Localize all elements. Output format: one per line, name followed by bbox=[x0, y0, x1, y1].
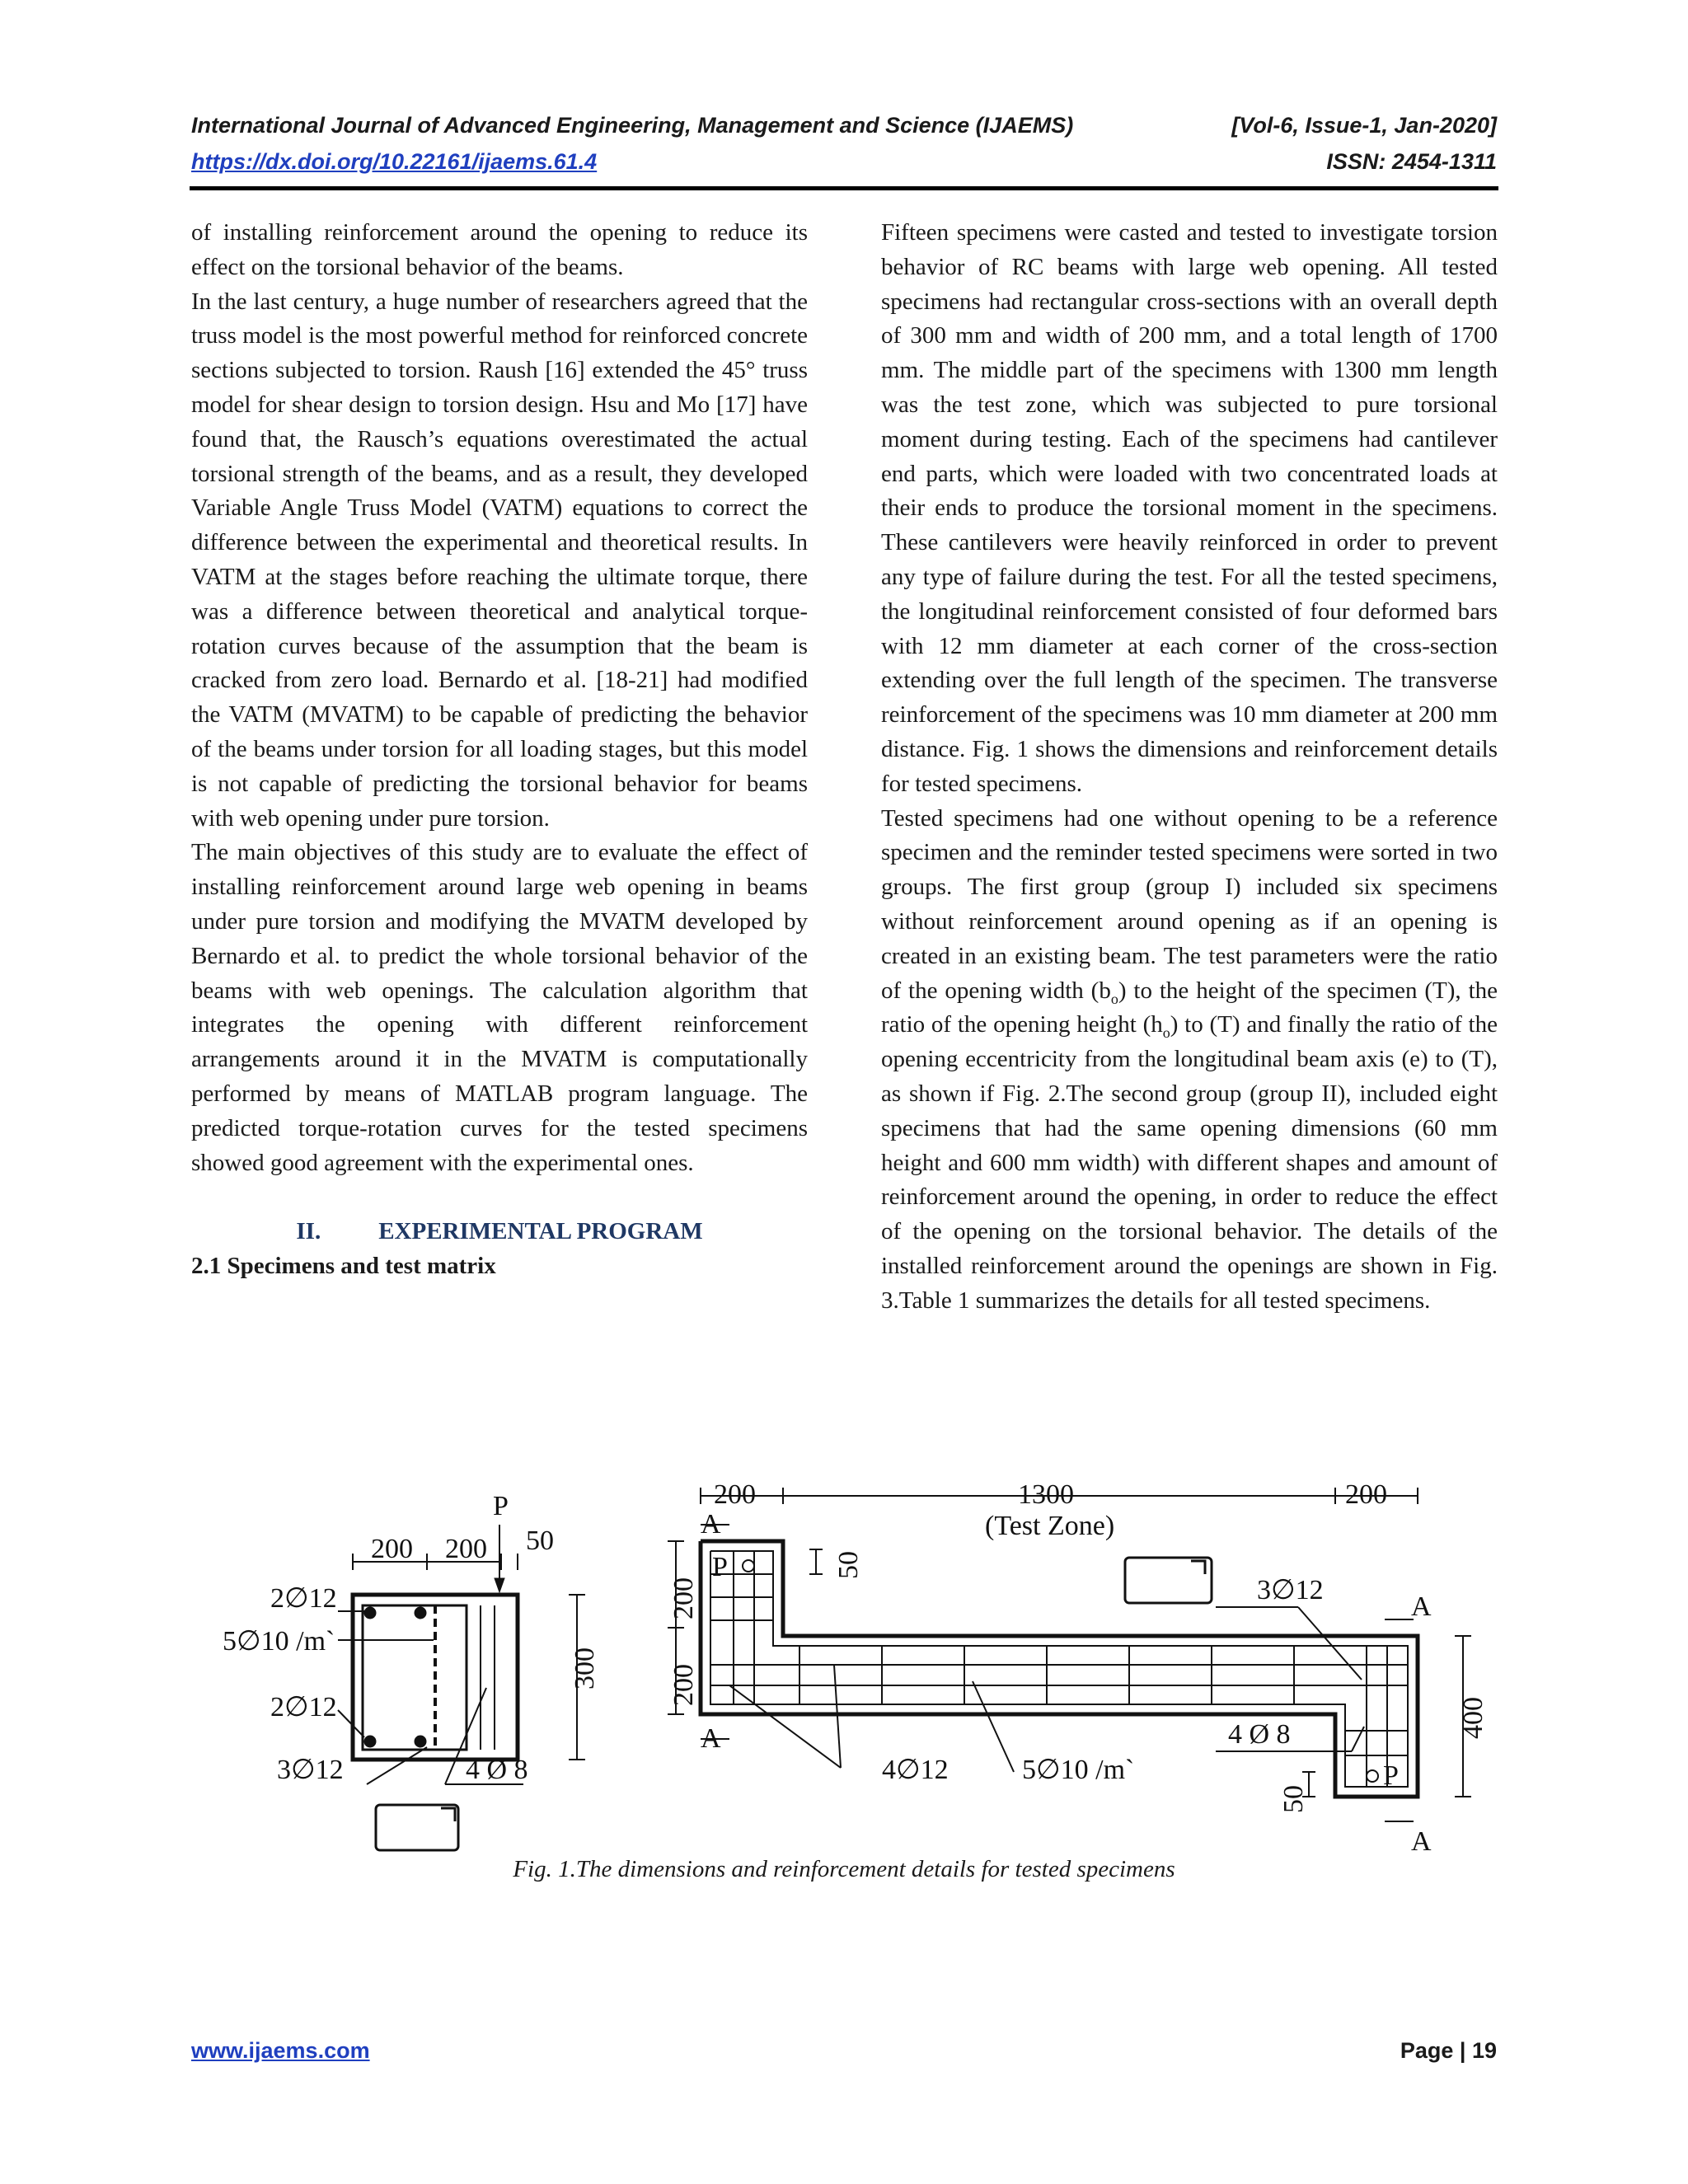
dim-label: 200 bbox=[445, 1534, 487, 1564]
cross-section-labels bbox=[223, 1491, 600, 1785]
dim-label: 200 bbox=[714, 1479, 756, 1510]
issn: ISSN: 2454-1311 bbox=[1326, 149, 1497, 174]
subsection-heading: 2.1 Specimens and test matrix bbox=[191, 1253, 496, 1280]
volume-info: [Vol-6, Issue-1, Jan-2020] bbox=[1231, 113, 1497, 138]
dim-label: 400 bbox=[1458, 1697, 1489, 1739]
right-column bbox=[881, 216, 1498, 1319]
stirrup-label: 5∅10 /m` bbox=[223, 1626, 335, 1657]
dim-label: 200 bbox=[668, 1577, 699, 1619]
dim-label: 200 bbox=[1345, 1479, 1387, 1510]
dim-label: 50 bbox=[1278, 1785, 1309, 1813]
journal-title: International Journal of Advanced Engineering, Management and Science (IJAEMS) bbox=[191, 113, 1074, 138]
header-rule bbox=[190, 186, 1498, 190]
stirrup-label: 5∅10 /m` bbox=[1022, 1755, 1135, 1785]
section-number: II. bbox=[296, 1218, 321, 1245]
plan-view-labels bbox=[668, 1479, 1489, 1857]
figure-1-drawing bbox=[206, 1475, 1492, 1863]
dim-label: 200 bbox=[371, 1534, 413, 1564]
text-run: Tested specimens had one without opening to be a reference specimen and the reminder tested specimens were sorted in two groups. The first group (group I) included six specimens without reinforcement around opening as if an opening is created in an existing beam. The test parameters were the ratio of the opening width (b bbox=[881, 804, 1498, 1004]
bar-label: 4 Ø 8 bbox=[1228, 1719, 1291, 1750]
dim-label: 300 bbox=[570, 1647, 600, 1690]
section-mark: A bbox=[701, 1723, 721, 1754]
dim-label: 50 bbox=[833, 1551, 864, 1579]
text-run: ) to (T) and finally the ratio of the opening eccentricity from the longitudinal beam axis (e) to (T), as shown if Fig. 2.The second group (group II), included eight specimens that had the same opening dimensions (60 mm height and 600 mm width) with different shapes and amount of reinforcement around the opening, in order to reduce the effect of the opening on the torsional behavior. The details of the installed reinforcement around the openings are shown in Fig. 3.Table 1 summarizes the details for all tested specimens. bbox=[881, 1011, 1498, 1314]
paragraph: The main objectives of this study are to evaluate the effect of installing reinforcement around large web opening in beams under pure torsion and modifying the MVATM developed by Bernardo et al. to predict the whole torsional behavior of the beams with web openings. The calculation algorithm that integrates the opening with different reinforcement arrangements around it in the MVATM is computationally performed by means of MATLAB program language. The predicted torque-rotation curves for the tested specimens showed good agreement with the experimental ones. bbox=[191, 839, 808, 1176]
load-label: P bbox=[1383, 1760, 1399, 1791]
section-heading bbox=[191, 1215, 808, 1249]
load-label: P bbox=[712, 1552, 728, 1582]
dim-label: 200 bbox=[668, 1664, 699, 1706]
left-column bbox=[191, 216, 808, 1284]
dim-label: 50 bbox=[526, 1526, 554, 1556]
text-run: ) to the height of the specimen (T), the ratio of the opening height (h bbox=[881, 977, 1498, 1038]
bar-label: 3∅12 bbox=[277, 1755, 344, 1785]
subscript: o bbox=[1162, 1024, 1170, 1042]
cross-section bbox=[338, 1525, 585, 1850]
bar-label: 2∅12 bbox=[270, 1692, 337, 1722]
bar-label: 4∅12 bbox=[882, 1755, 949, 1785]
page-number: Page | 19 bbox=[1400, 2038, 1497, 2063]
paragraph: Fifteen specimens were casted and tested to investigate torsion behavior of RC beams with large web opening. All tested specimens had rectangular cross-sections with an overall depth of 300 mm and width of 200 mm, and a total length of 1700 mm. The middle part of the specimens with 1300 mm length was the test zone, which was subjected to pure torsional moment during testing. Each of the specimens had cantilever end parts, which were loaded with two concentrated loads at their ends to produce the torsional moment in the specimens. These cantilevers were heavily reinforced in order to prevent any type of failure during the test. For all the tested specimens, the longitudinal reinforcement consisted of four deformed bars with 12 mm diameter at each corner of the cross-section extending over the full length of the specimen. The transverse reinforcement of the specimens was 10 mm diameter at 200 mm distance. Fig. 1 shows the dimensions and reinforcement details for tested specimens. bbox=[881, 219, 1498, 797]
doi-link[interactable]: https://dx.doi.org/10.22161/ijaems.61.4 bbox=[191, 149, 598, 174]
paragraph: of installing reinforcement around the opening to reduce its effect on the torsional behavior of the beams. bbox=[191, 219, 808, 280]
bar-label: 4 Ø 8 bbox=[466, 1755, 528, 1785]
paragraph bbox=[881, 802, 1498, 1319]
paragraph: In the last century, a huge number of researchers agreed that the truss model is the most powerful method for reinforced concrete sections subjected to torsion. Raush [16] extended the 45° truss model for shear design to torsion design. Hsu and Mo [17] have found that, the Rausch’s equations overestimated the actual torsional strength of the beams, and as a result, they developed Variable Angle Truss Model (VATM) equations to correct the difference between the experimental and theoretical results. In VATM at the stages before reaching the ultimate torque, there was a difference between theoretical and analytical torque-rotation curves because of the assumption that the beam is cracked from zero load. Bernardo et al. [18-21] had modified the VATM (MVATM) to be capable of predicting the behavior of the beams under torsion for all loading stages, but this model is not capable of predicting the torsional behavior for beams with web opening under pure torsion. bbox=[191, 288, 808, 832]
subscript: o bbox=[1110, 990, 1118, 1007]
section-mark: A bbox=[1411, 1591, 1432, 1622]
dim-label: 1300 bbox=[1018, 1479, 1074, 1510]
site-link[interactable]: www.ijaems.com bbox=[191, 2038, 370, 2063]
bar-label: 2∅12 bbox=[270, 1583, 337, 1614]
test-zone-label: (Test Zone) bbox=[985, 1511, 1115, 1541]
figure-caption: Fig. 1.The dimensions and reinforcement details for tested specimens bbox=[513, 1856, 1175, 1882]
section-title: EXPERIMENTAL PROGRAM bbox=[378, 1218, 703, 1245]
section-mark: A bbox=[701, 1509, 721, 1540]
bar-label: 3∅12 bbox=[1257, 1575, 1324, 1605]
section-mark: A bbox=[1411, 1826, 1432, 1857]
load-label: P bbox=[493, 1491, 509, 1521]
